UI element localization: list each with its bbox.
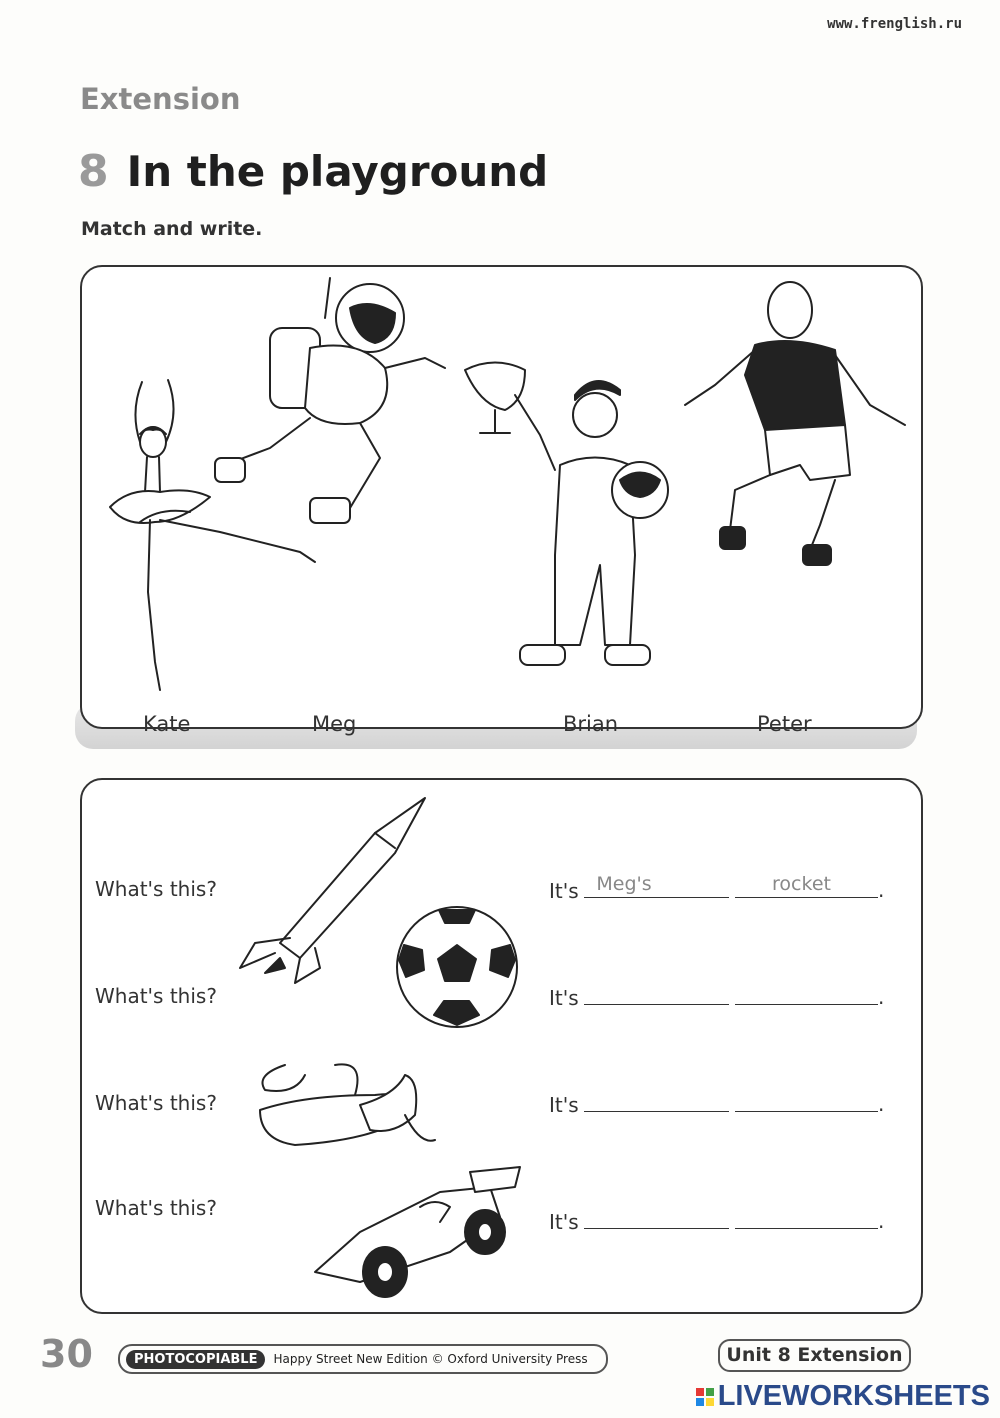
liveworksheets-icon [696,1388,714,1406]
name-brian: Brian [563,712,619,736]
answer-prefix-4: It's [549,1210,579,1234]
answer-suffix-1: . [878,878,885,902]
question-4: What's this? [95,1196,217,1220]
exercise-number: 8 [78,146,109,197]
instructions: Match and write. [81,218,263,240]
question-3: What's this? [95,1091,217,1115]
racing-car-icon [300,1162,530,1302]
liveworksheets-logo[interactable] [696,1380,990,1413]
name-kate: Kate [143,712,191,736]
copyright-text: Happy Street New Edition © Oxford University Press [273,1352,588,1366]
question-1: What's this? [95,877,217,901]
exercise-title-text: In the playground [126,147,549,196]
liveworksheets-text: LIVEWORKSHEETS [717,1380,990,1412]
answer-suffix-2: . [878,985,885,1009]
name-meg: Meg [312,712,357,736]
answer-prefix-1: It's [549,879,579,903]
ballet-shoes-icon [245,1055,445,1155]
answer-object-blank-3[interactable] [735,1087,878,1112]
racing-driver-icon [455,355,685,695]
answer-prefix-3: It's [549,1093,579,1117]
football-icon [394,905,520,1029]
footballer-icon [675,275,915,575]
answer-suffix-3: . [878,1092,885,1116]
extension-label: Extension [80,82,241,116]
page-number: 30 [40,1332,93,1376]
answer-owner-blank-4[interactable] [584,1204,729,1229]
answer-owner-blank-3[interactable] [584,1087,729,1112]
copyright-strip [118,1344,608,1374]
answer-object-blank-4[interactable] [735,1204,878,1229]
name-peter: Peter [757,712,812,736]
answer-suffix-4: . [878,1209,885,1233]
answer-object-blank-2[interactable] [735,980,878,1005]
photocopiable-badge: PHOTOCOPIABLE [126,1350,265,1369]
unit-label: Unit 8 Extension [718,1339,911,1372]
question-2: What's this? [95,984,217,1008]
answer-owner-blank-2[interactable] [584,980,729,1005]
answer-prefix-2: It's [549,986,579,1010]
site-url[interactable]: www.frenglish.ru [827,16,962,32]
exercise-title [78,146,548,197]
astronaut-icon [210,278,460,548]
answer-object-1: rocket [772,873,831,895]
answer-owner-1: Meg's [596,873,652,895]
